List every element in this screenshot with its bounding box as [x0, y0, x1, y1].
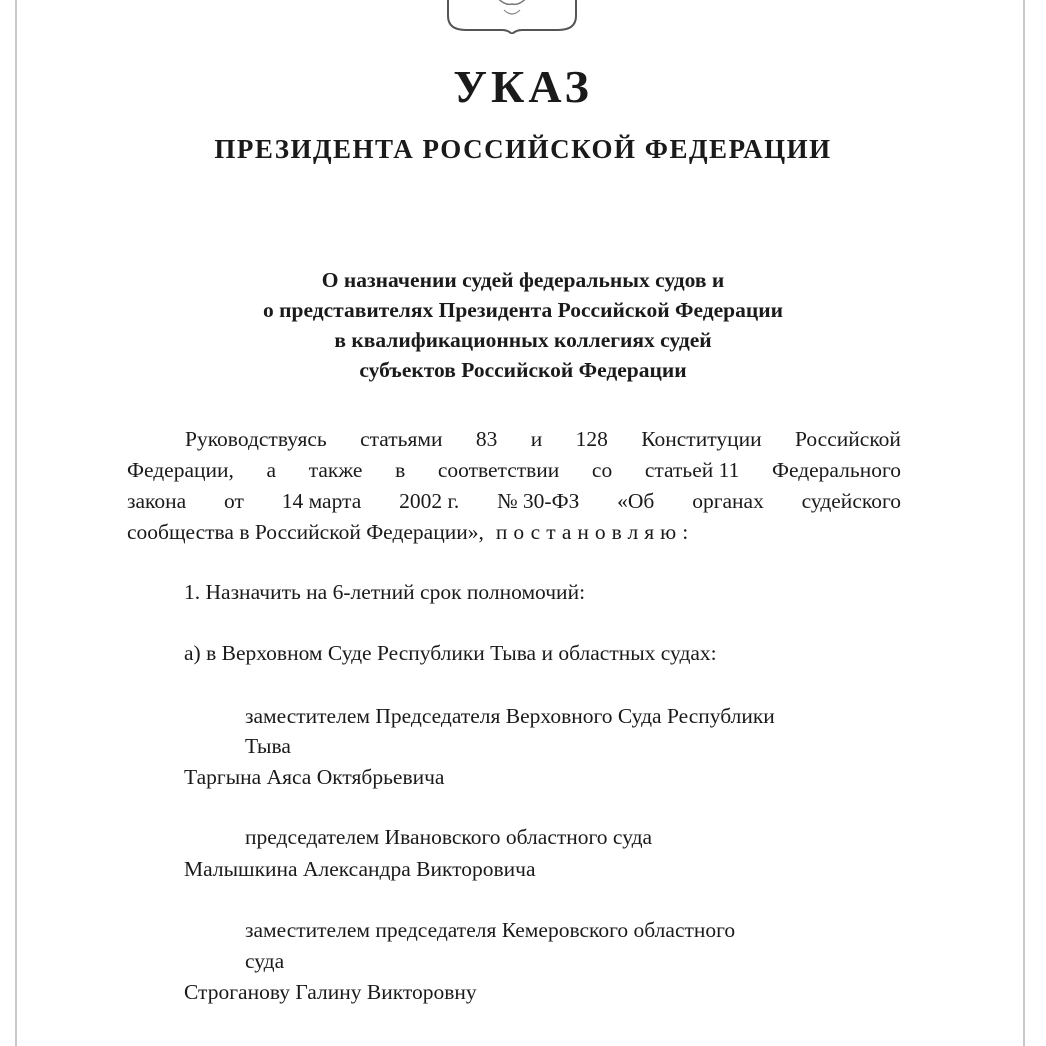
preamble-line: Руководствуясь статьями 83 и 128 Конституции Российской — [185, 427, 901, 451]
coat-of-arms-emblem — [446, 0, 578, 34]
document-subtitle: ПРЕЗИДЕНТА РОССИЙСКОЙ ФЕДЕРАЦИИ — [214, 134, 832, 164]
appointee-name: Строганову Галину Викторовну — [184, 980, 477, 1004]
item-1: 1. Назначить на 6-летний срок полномочий: — [184, 580, 586, 604]
resolution-word: постановляю: — [495, 520, 695, 544]
preamble-line: сообщества в Российской Федерации», постановляю: — [127, 517, 901, 548]
appointment-position: заместителем Председателя Верховного Суда Республики — [245, 704, 775, 728]
preamble-line: Федерации, а также в соответствии со статьей 11 Федерального — [127, 458, 901, 482]
document-title: УКАЗ — [453, 61, 593, 112]
appointment-position: заместителем председателя Кемеровского областного — [245, 918, 736, 942]
preamble-line: закона от 14 марта 2002 г. № 30-ФЗ «Об органах судейского — [127, 489, 901, 513]
heading-line: О назначении судей федеральных судов и — [321, 268, 725, 292]
preamble-paragraph — [127, 424, 901, 548]
item-a: а) в Верховном Суде Республики Тыва и областных судах: — [184, 641, 717, 665]
decree-heading — [0, 265, 1046, 385]
appointment-position: председателем Ивановского областного суда — [245, 825, 653, 849]
appointee-name: Малышкина Александра Викторовича — [184, 857, 536, 881]
appointee-name: Таргына Аяса Октябрьевича — [184, 765, 445, 789]
appointment-position: Тыва — [245, 734, 291, 758]
appointment-position: суда — [245, 949, 285, 973]
heading-line: субъектов Российской Федерации — [359, 358, 687, 382]
heading-line: в квалификационных коллегиях судей — [334, 328, 712, 352]
heading-line: о представителях Президента Российской Федерации — [262, 298, 784, 322]
